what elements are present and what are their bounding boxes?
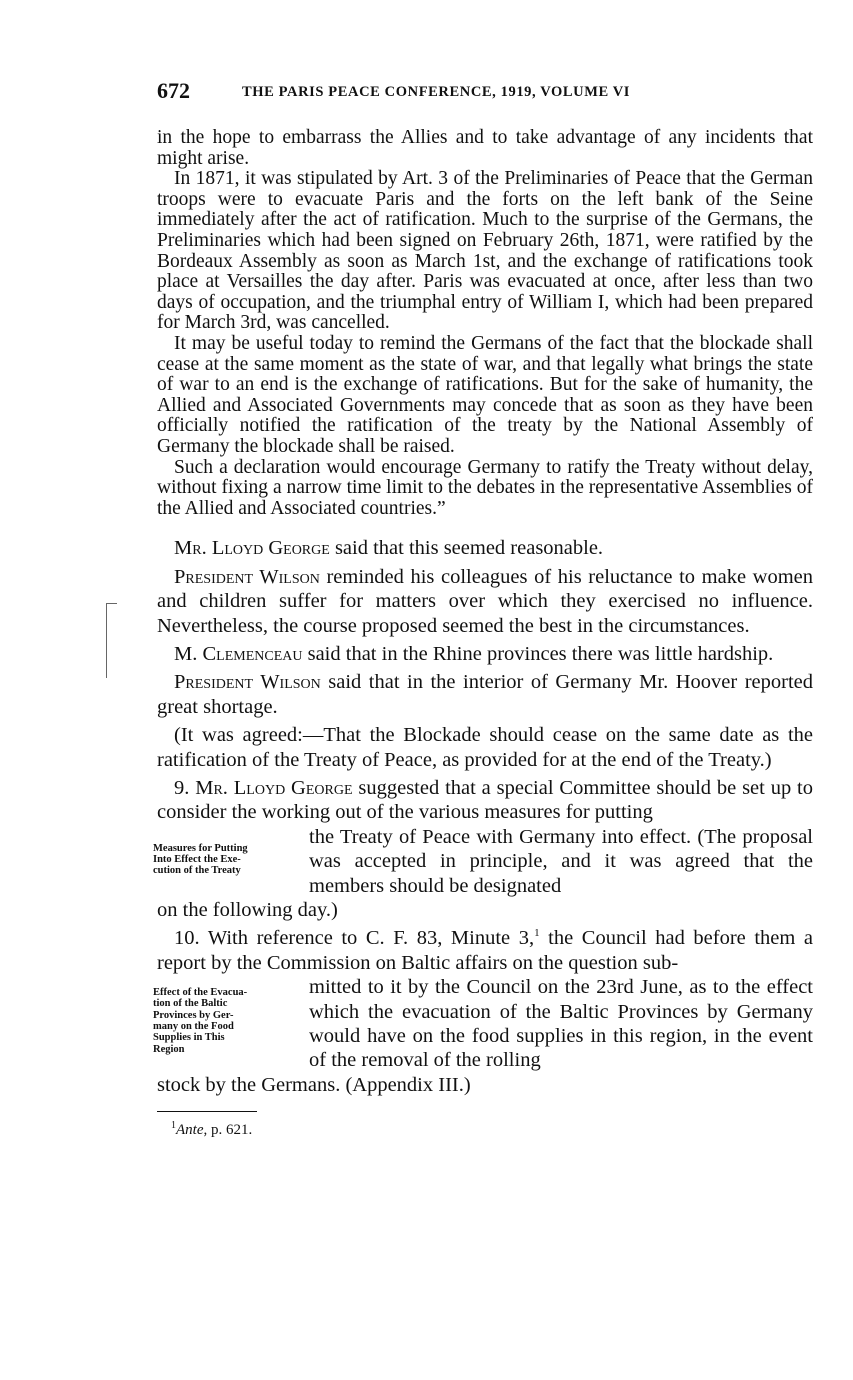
- paragraph-text: said that in the Rhine provinces there was little hardship.: [302, 642, 774, 665]
- sidenote-block: [153, 825, 813, 898]
- footnote-divider: [157, 1111, 257, 1112]
- sidenote-block: [153, 975, 813, 1073]
- minute-paragraph: [157, 536, 813, 560]
- resolution-paragraph: (It was agreed:—That the Blockade should cease on the same date as the ratification of the Treaty of Peace, as provided for at the end of the Treaty.): [157, 724, 813, 771]
- paragraph-text: the Treaty of Peace with Germany into effect. (The proposal was accepted in principle, and it was agreed that the members should be designated: [309, 825, 813, 897]
- minute-paragraph: [157, 776, 813, 825]
- paragraph-text: 10. With reference to C. F. 83, Minute 3,: [174, 927, 535, 950]
- quote-paragraph: It may be useful today to remind the Germans of the fact that the blockade shall cease at the same moment as the state of war, and that legally what brings the state of war to an end is the exchange of ratifications. But for the sake of humanity, the Allied and Associated Governments may concede that as soon as they have been officially notified the ratification of the treaty by the National Assembly of Germany the blockade shall be raised.: [157, 332, 813, 457]
- speaker-name: Mr. Lloyd George: [195, 776, 353, 799]
- footnote-italic: Ante: [176, 1122, 204, 1139]
- footnote-text: , p. 621.: [203, 1122, 253, 1139]
- running-head: THE PARIS PEACE CONFERENCE, 1919, VOLUME VI: [242, 84, 631, 100]
- margin-sidenote: Measures for Putting Into Effect the Exe- cution of the Treaty: [153, 842, 248, 877]
- minute-paragraph: [157, 926, 813, 975]
- paragraph-text: said that in the interior of Germany Mr. Hoover reported great shortage.: [157, 671, 813, 718]
- margin-bracket-mark: [106, 603, 117, 678]
- page-header: [157, 78, 813, 110]
- quote-paragraph: in the hope to embarrass the Allies and to take advantage of any incidents that might arise.: [157, 127, 813, 169]
- paragraph-text: reminded his colleagues of his reluctance to make women and children suffer for matters over which they exercised no influence. Nevertheless, the course proposed seemed the best in the circumstances.: [157, 565, 813, 637]
- footnote-mark: 1: [171, 1120, 176, 1132]
- page-number: 672: [157, 78, 190, 103]
- document-page: [153, 78, 814, 1139]
- paragraph-text: mitted to it by the Council on the 23rd June, as to the effect which the evacuation of the Baltic Provinces by Germany would have on the food supplies in this region, in the event of the removal of the rolling: [309, 976, 813, 1072]
- item-number: 9.: [174, 776, 196, 799]
- speaker-name: President Wilson: [174, 671, 321, 694]
- footnote: [157, 1122, 813, 1139]
- speaker-name: Mr. Lloyd George: [174, 537, 330, 560]
- minute-paragraph: [157, 642, 813, 666]
- paragraph-text: suggested that a special Committee should be set up to consider the working out of the various measures for putting: [157, 776, 814, 824]
- speaker-name: President Wilson: [174, 565, 320, 588]
- minute-paragraph: [157, 565, 813, 638]
- quote-paragraph: Such a declaration would encourage Germany to ratify the Treaty without delay, without fixing a narrow time limit to the debates in the representative Assemblies of the Allied and Associated countries.”: [157, 456, 813, 519]
- minutes-body: [153, 536, 814, 1097]
- paragraph-text: said that this seemed reasonable.: [329, 537, 604, 560]
- paragraph-text: stock by the Germans. (Appendix III.): [157, 1073, 471, 1096]
- footnote-reference: 1: [534, 927, 540, 940]
- minute-paragraph: [157, 670, 813, 719]
- quote-paragraph: In 1871, it was stipulated by Art. 3 of the Preliminaries of Peace that the German troops were to evacuate Paris and the forts on the left bank of the Seine immediately after the act of ratification. Much to the surprise of the Germans, the Preliminaries which had been signed on February 26th, 1871, were ratified by the Bordeaux Assembly as soon as March 1st, and the exchange of ratifications took place at Versailles the day after. Paris was evacuated at once, after less than two days of occupation, and the triumphal entry of William I, which had been prepared for March 3rd, was cancelled.: [157, 168, 813, 334]
- paragraph-text: on the following day.): [157, 898, 338, 921]
- speaker-prefix: M.: [174, 642, 203, 665]
- margin-sidenote: Effect of the Evacua- tion of the Baltic Provinces by Ger- many on the Food Supplies in This Region: [153, 987, 248, 1055]
- paragraph-text: the Council had before them a report by the Commission on Baltic affairs on the question sub-: [157, 927, 814, 974]
- speaker-name: Clemenceau: [202, 642, 303, 665]
- quoted-memorandum: [157, 128, 813, 519]
